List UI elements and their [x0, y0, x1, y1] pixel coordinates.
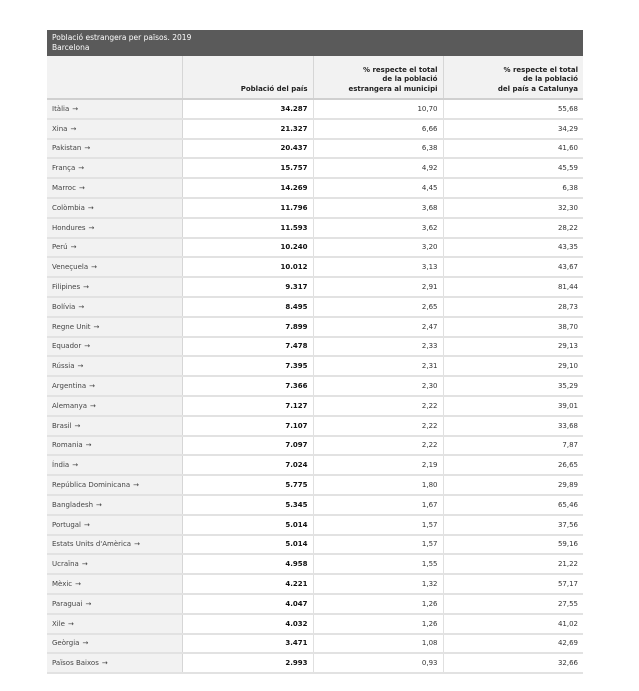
country-cell[interactable]	[47, 198, 182, 218]
table-row	[47, 238, 583, 258]
country-cell[interactable]	[47, 277, 182, 297]
arrow-right-icon: →	[89, 382, 96, 391]
pct-catalonia-cell: 26,65	[443, 455, 583, 475]
pct-catalonia-cell: 41,02	[443, 614, 583, 634]
pct-municipal-cell: 0,93	[313, 653, 443, 673]
country-cell[interactable]	[47, 119, 182, 139]
country-link[interactable]: Països Baixos	[52, 659, 99, 668]
pct-catalonia-cell: 33,68	[443, 416, 583, 436]
pct-catalonia-cell: 29,10	[443, 356, 583, 376]
pct-catalonia-cell: 65,46	[443, 495, 583, 515]
pct-municipal-cell: 4,45	[313, 178, 443, 198]
table-row	[47, 356, 583, 376]
country-cell[interactable]	[47, 535, 182, 555]
country-cell[interactable]	[47, 416, 182, 436]
header-country	[47, 56, 182, 99]
table-row	[47, 495, 583, 515]
arrow-right-icon: →	[70, 124, 77, 133]
pct-catalonia-cell: 6,38	[443, 178, 583, 198]
table-row	[47, 257, 583, 277]
country-cell[interactable]	[47, 436, 182, 456]
population-cell: 7.024	[182, 455, 313, 475]
country-cell[interactable]	[47, 139, 182, 159]
pct-municipal-cell: 6,38	[313, 139, 443, 159]
population-cell: 7.366	[182, 376, 313, 396]
country-cell[interactable]	[47, 337, 182, 357]
country-link[interactable]: Itàlia	[52, 104, 70, 113]
population-cell: 2.993	[182, 653, 313, 673]
arrow-right-icon: →	[83, 283, 90, 292]
pct-catalonia-cell: 32,66	[443, 653, 583, 673]
table-row	[47, 396, 583, 416]
country-link[interactable]: Romania	[52, 441, 83, 450]
table-row	[47, 455, 583, 475]
country-link[interactable]: Marroc	[52, 184, 76, 193]
pct-municipal-cell: 6,66	[313, 119, 443, 139]
table-row	[47, 158, 583, 178]
country-link[interactable]: Perú	[52, 243, 68, 252]
arrow-right-icon: →	[85, 599, 92, 608]
pct-municipal-cell: 3,62	[313, 218, 443, 238]
population-cell: 8.495	[182, 297, 313, 317]
pct-catalonia-cell: 35,29	[443, 376, 583, 396]
country-cell[interactable]	[47, 238, 182, 258]
pct-catalonia-cell: 57,17	[443, 574, 583, 594]
country-cell[interactable]	[47, 515, 182, 535]
population-cell: 10.012	[182, 257, 313, 277]
country-link[interactable]: Colòmbia	[52, 203, 85, 212]
pct-catalonia-cell: 34,29	[443, 119, 583, 139]
pct-catalonia-cell: 45,59	[443, 158, 583, 178]
pct-municipal-cell: 2,31	[313, 356, 443, 376]
pct-municipal-cell: 1,67	[313, 495, 443, 515]
population-cell: 3.471	[182, 634, 313, 654]
country-link[interactable]: Rússia	[52, 362, 75, 371]
country-link[interactable]: Regne Unit	[52, 322, 91, 331]
country-link[interactable]: Índia	[52, 461, 70, 470]
pct-catalonia-cell: 7,87	[443, 436, 583, 456]
pct-catalonia-cell: 41,60	[443, 139, 583, 159]
table-subtitle: Barcelona	[52, 43, 90, 52]
country-link[interactable]: Equador	[52, 342, 82, 351]
country-cell[interactable]	[47, 495, 182, 515]
table-row	[47, 653, 583, 673]
pct-catalonia-cell: 55,68	[443, 99, 583, 119]
arrow-right-icon: →	[78, 164, 85, 173]
arrow-right-icon: →	[78, 184, 85, 193]
arrow-right-icon: →	[78, 302, 85, 311]
country-link[interactable]: Hondures	[52, 223, 86, 232]
arrow-right-icon: →	[91, 263, 97, 272]
pct-catalonia-cell: 42,69	[443, 634, 583, 654]
arrow-right-icon: →	[133, 481, 139, 490]
pct-municipal-cell: 2,47	[313, 317, 443, 337]
population-cell: 15.757	[182, 158, 313, 178]
pct-catalonia-cell: 38,70	[443, 317, 583, 337]
country-cell[interactable]	[47, 653, 182, 673]
arrow-right-icon: →	[101, 659, 108, 668]
population-cell: 34.287	[182, 99, 313, 119]
pct-municipal-cell: 3,68	[313, 198, 443, 218]
pct-municipal-cell: 2,30	[313, 376, 443, 396]
arrow-right-icon: →	[90, 401, 96, 410]
table-row	[47, 277, 583, 297]
table-row	[47, 139, 583, 159]
pct-catalonia-cell: 32,30	[443, 198, 583, 218]
country-cell[interactable]	[47, 257, 182, 277]
pct-catalonia-cell: 43,67	[443, 257, 583, 277]
population-cell: 20.437	[182, 139, 313, 159]
arrow-right-icon: →	[72, 461, 79, 470]
arrow-right-icon: →	[88, 223, 95, 232]
table-body	[47, 99, 583, 673]
arrow-right-icon: →	[74, 421, 81, 430]
country-cell[interactable]	[47, 99, 182, 119]
table-row	[47, 416, 583, 436]
header-population: Població del país	[182, 56, 313, 99]
pct-municipal-cell: 1,32	[313, 574, 443, 594]
table-row	[47, 198, 583, 218]
pct-municipal-cell: 2,33	[313, 337, 443, 357]
table-row	[47, 436, 583, 456]
country-link[interactable]: Bangladesh	[52, 500, 94, 509]
country-link[interactable]: Bolívia	[52, 302, 76, 311]
arrow-right-icon: →	[75, 580, 82, 589]
table-row	[47, 634, 583, 654]
pct-municipal-cell: 1,57	[313, 515, 443, 535]
country-cell[interactable]	[47, 594, 182, 614]
population-cell: 11.796	[182, 198, 313, 218]
population-cell: 4.958	[182, 554, 313, 574]
arrow-right-icon: →	[96, 500, 102, 509]
table-row	[47, 376, 583, 396]
country-cell[interactable]	[47, 396, 182, 416]
pct-municipal-cell: 1,55	[313, 554, 443, 574]
arrow-right-icon: →	[84, 342, 91, 351]
country-cell[interactable]	[47, 158, 182, 178]
population-cell: 14.269	[182, 178, 313, 198]
population-cell: 9.317	[182, 277, 313, 297]
country-link[interactable]: Alemanya	[52, 401, 88, 410]
arrow-right-icon: →	[82, 639, 89, 648]
table-row	[47, 218, 583, 238]
country-cell[interactable]	[47, 218, 182, 238]
population-cell: 21.327	[182, 119, 313, 139]
country-cell[interactable]	[47, 317, 182, 337]
pct-municipal-cell: 2,22	[313, 396, 443, 416]
country-link[interactable]: Veneçuela	[52, 263, 89, 272]
pct-municipal-cell: 2,19	[313, 455, 443, 475]
country-link[interactable]: Pakistan	[52, 144, 82, 153]
population-cell: 11.593	[182, 218, 313, 238]
table-header-row	[47, 56, 583, 99]
pct-municipal-cell: 2,91	[313, 277, 443, 297]
arrow-right-icon: →	[85, 441, 92, 450]
table-row	[47, 475, 583, 495]
country-cell[interactable]	[47, 554, 182, 574]
country-link[interactable]: Xina	[52, 124, 68, 133]
arrow-right-icon: →	[81, 560, 88, 569]
arrow-right-icon: →	[134, 540, 140, 549]
population-cell: 7.899	[182, 317, 313, 337]
population-cell: 5.775	[182, 475, 313, 495]
country-link[interactable]: Estats Units d'Amèrica	[52, 540, 132, 549]
foreign-population-table	[47, 56, 583, 674]
country-cell[interactable]	[47, 376, 182, 396]
arrow-right-icon: →	[68, 619, 74, 628]
country-cell[interactable]	[47, 634, 182, 654]
pct-municipal-cell: 1,80	[313, 475, 443, 495]
arrow-right-icon: →	[84, 144, 91, 153]
table-title-bar	[47, 30, 583, 56]
foreign-population-table-container	[47, 30, 583, 674]
arrow-right-icon: →	[87, 203, 94, 212]
table-row	[47, 119, 583, 139]
table-row	[47, 99, 583, 119]
pct-municipal-cell: 3,20	[313, 238, 443, 258]
population-cell: 10.240	[182, 238, 313, 258]
pct-municipal-cell: 1,08	[313, 634, 443, 654]
pct-catalonia-cell: 37,56	[443, 515, 583, 535]
header-pct-municipal: % respecte el total de la població estrangera al municipi	[313, 56, 443, 99]
pct-municipal-cell: 1,57	[313, 535, 443, 555]
pct-catalonia-cell: 59,16	[443, 535, 583, 555]
country-cell[interactable]	[47, 356, 182, 376]
pct-catalonia-cell: 39,01	[443, 396, 583, 416]
arrow-right-icon: →	[93, 322, 100, 331]
population-cell: 7.107	[182, 416, 313, 436]
table-row	[47, 554, 583, 574]
country-cell[interactable]	[47, 475, 182, 495]
pct-municipal-cell: 1,26	[313, 594, 443, 614]
pct-municipal-cell: 2,65	[313, 297, 443, 317]
table-row	[47, 178, 583, 198]
population-cell: 5.014	[182, 515, 313, 535]
pct-municipal-cell: 2,22	[313, 416, 443, 436]
table-row	[47, 297, 583, 317]
population-cell: 7.395	[182, 356, 313, 376]
country-link[interactable]: França	[52, 164, 76, 173]
country-cell[interactable]	[47, 297, 182, 317]
pct-catalonia-cell: 27,55	[443, 594, 583, 614]
country-link[interactable]: República Dominicana	[52, 481, 131, 490]
pct-catalonia-cell: 29,13	[443, 337, 583, 357]
pct-catalonia-cell: 43,35	[443, 238, 583, 258]
country-link[interactable]: Filipines	[52, 283, 81, 292]
country-link[interactable]: Brasil	[52, 421, 72, 430]
country-link[interactable]: Xile	[52, 619, 65, 628]
table-row	[47, 594, 583, 614]
arrow-right-icon: →	[77, 362, 84, 371]
pct-municipal-cell: 3,13	[313, 257, 443, 277]
table-row	[47, 317, 583, 337]
table-row	[47, 614, 583, 634]
arrow-right-icon: →	[70, 243, 77, 252]
country-cell[interactable]	[47, 574, 182, 594]
pct-municipal-cell: 2,22	[313, 436, 443, 456]
population-cell: 7.478	[182, 337, 313, 357]
pct-catalonia-cell: 21,22	[443, 554, 583, 574]
country-link[interactable]: Paraguai	[52, 599, 83, 608]
pct-municipal-cell: 10,70	[313, 99, 443, 119]
arrow-right-icon: →	[72, 104, 79, 113]
pct-catalonia-cell: 28,73	[443, 297, 583, 317]
population-cell: 5.014	[182, 535, 313, 555]
arrow-right-icon: →	[84, 520, 90, 529]
country-cell[interactable]	[47, 614, 182, 634]
table-title: Població estrangera per països. 2019	[52, 33, 192, 42]
country-link[interactable]: Argentina	[52, 382, 87, 391]
pct-municipal-cell: 4,92	[313, 158, 443, 178]
table-row	[47, 574, 583, 594]
population-cell: 5.345	[182, 495, 313, 515]
country-link[interactable]: Ucraïna	[52, 560, 79, 569]
country-link[interactable]: Geòrgia	[52, 639, 80, 648]
population-cell: 4.032	[182, 614, 313, 634]
population-cell: 7.097	[182, 436, 313, 456]
country-cell[interactable]	[47, 178, 182, 198]
pct-catalonia-cell: 28,22	[443, 218, 583, 238]
country-link[interactable]: Mèxic	[52, 580, 73, 589]
pct-catalonia-cell: 29,89	[443, 475, 583, 495]
header-pct-catalonia: % respecte el total de la població del país a Catalunya	[443, 56, 583, 99]
table-row	[47, 535, 583, 555]
pct-catalonia-cell: 81,44	[443, 277, 583, 297]
population-cell: 4.047	[182, 594, 313, 614]
pct-municipal-cell: 1,26	[313, 614, 443, 634]
country-cell[interactable]	[47, 455, 182, 475]
population-cell: 7.127	[182, 396, 313, 416]
population-cell: 4.221	[182, 574, 313, 594]
country-link[interactable]: Portugal	[52, 520, 81, 529]
table-row	[47, 515, 583, 535]
table-row	[47, 337, 583, 357]
